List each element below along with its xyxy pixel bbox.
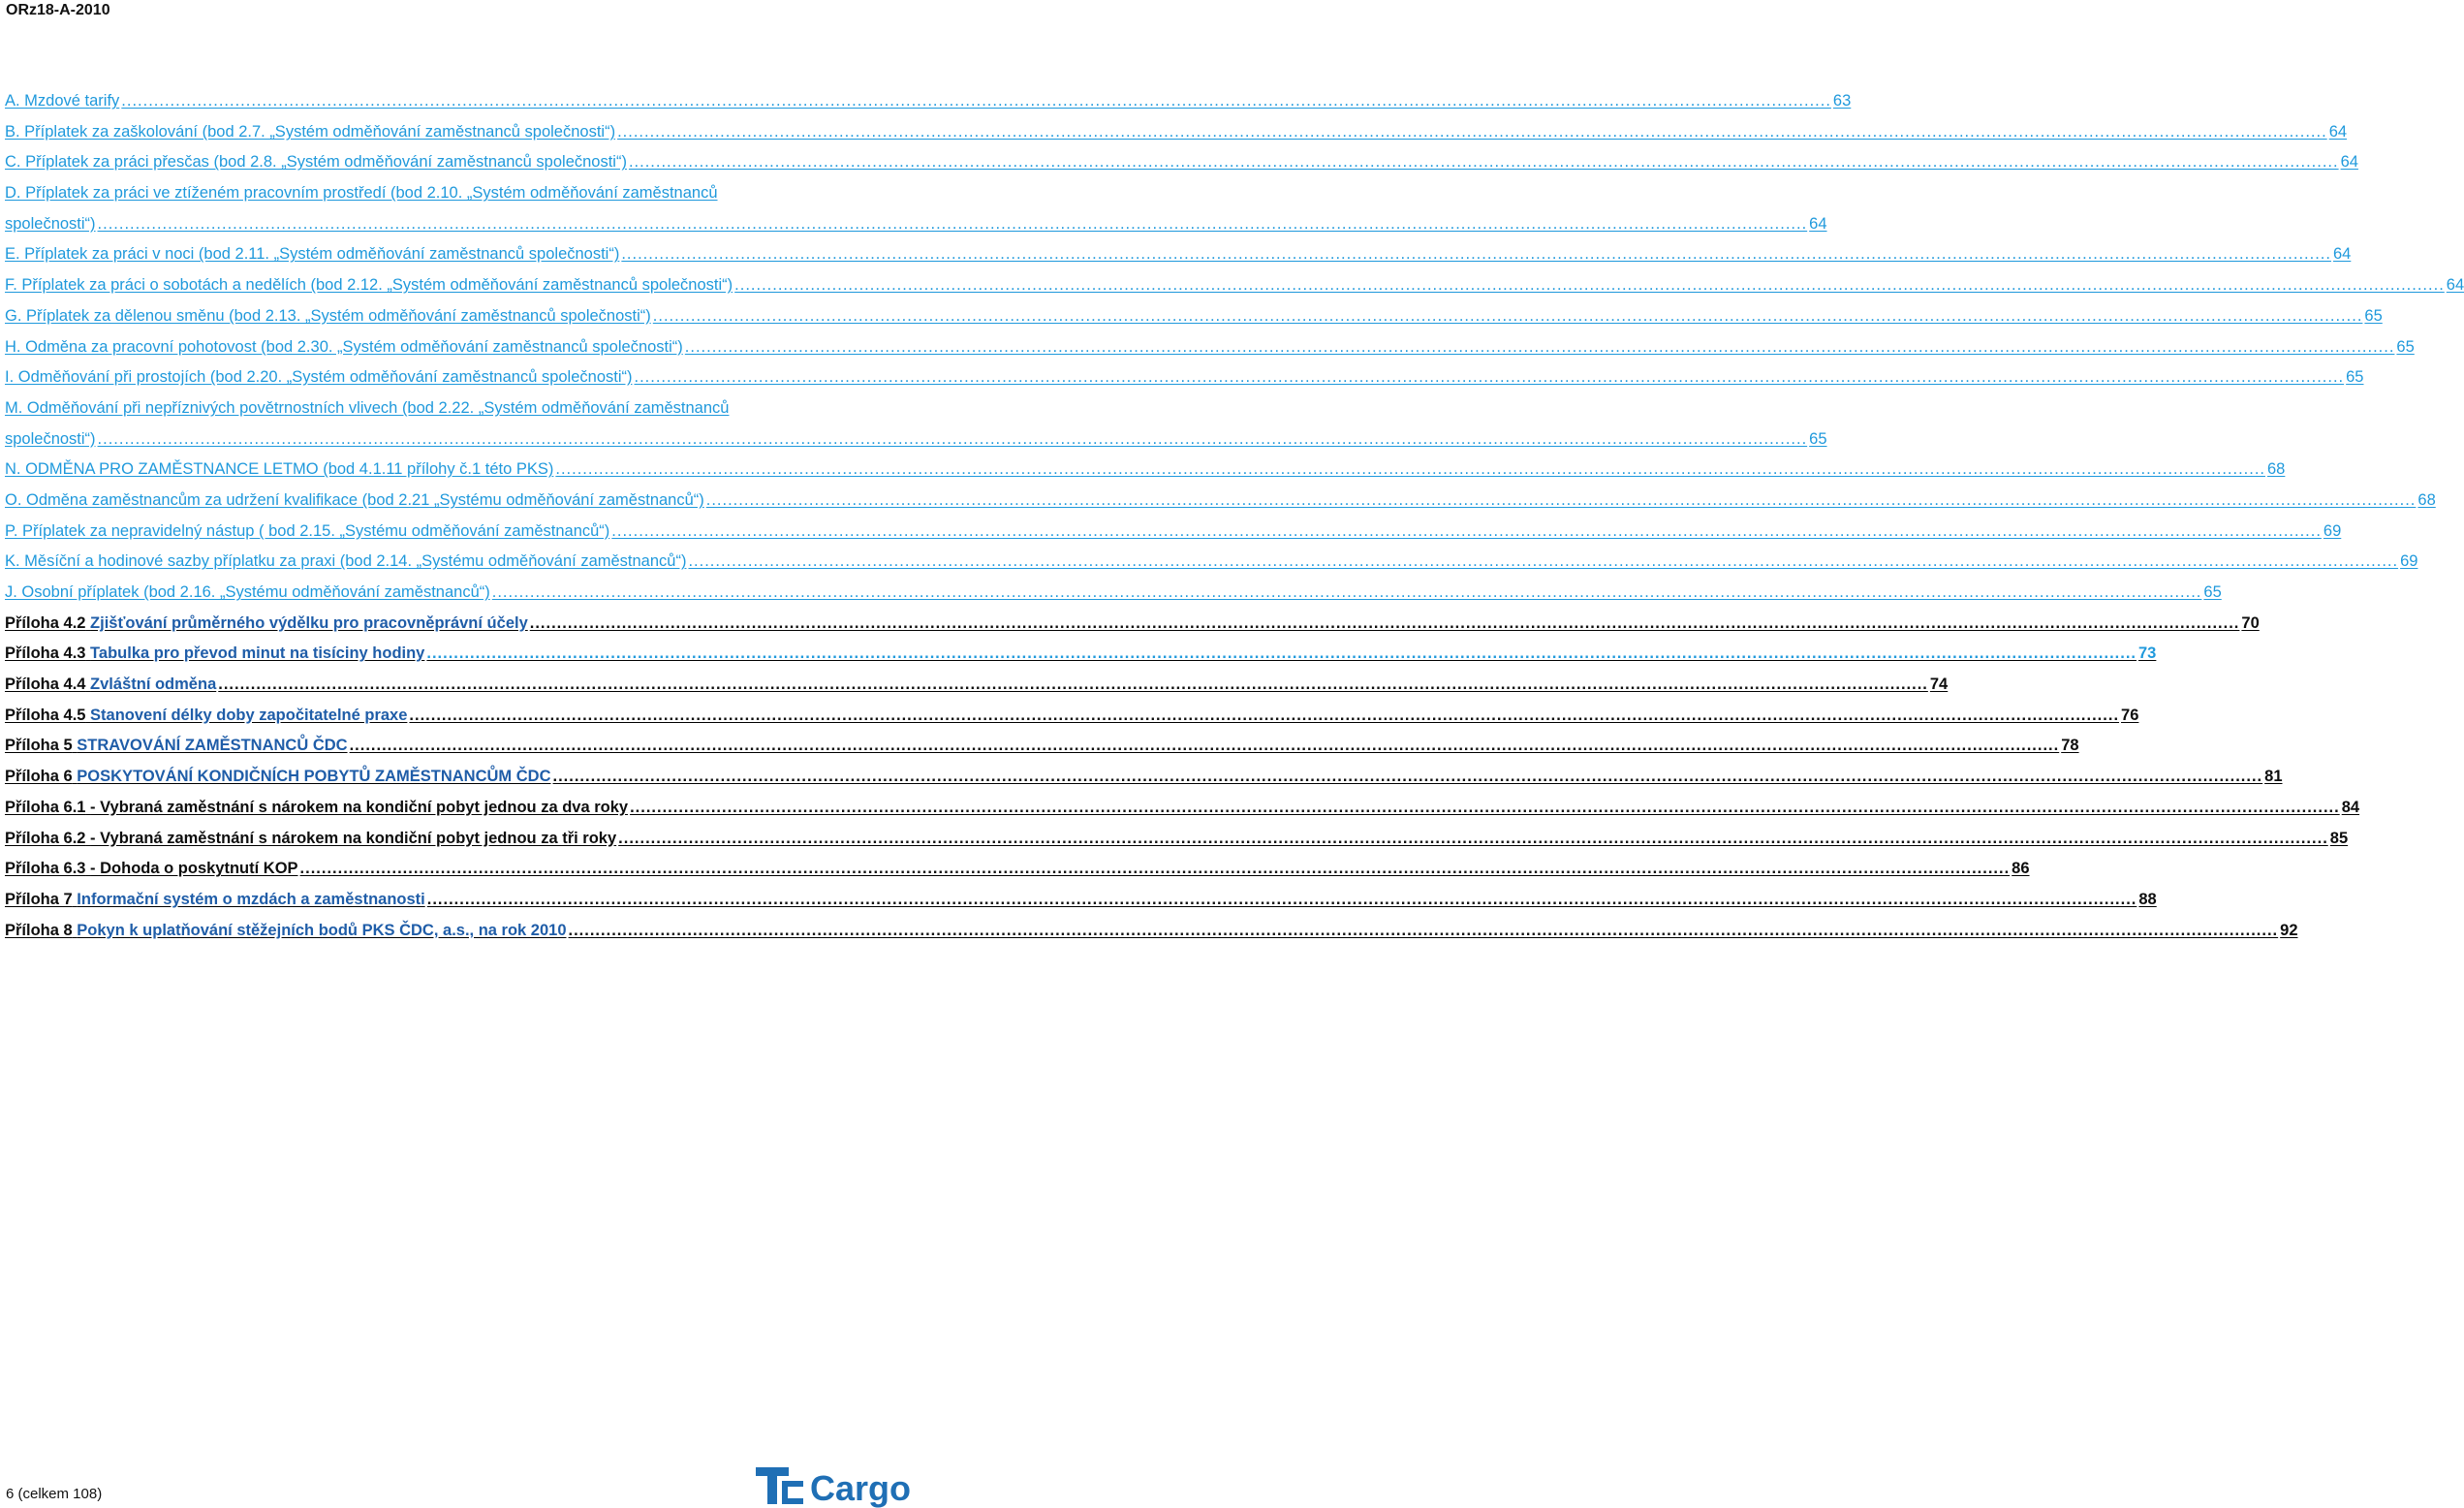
toc-entry-text: společnosti“) [5, 214, 96, 233]
dot-leader [121, 92, 1831, 110]
toc-entry[interactable] [5, 460, 2286, 491]
toc-entry[interactable] [5, 92, 1852, 123]
toc-entry[interactable] [5, 552, 2418, 583]
toc-entry-text: M. Odměňování při nepříznivých povětrnostních vlivech (bod 2.22. „Systém odměňování zaměstnanců [5, 398, 730, 417]
dot-leader [350, 737, 2060, 755]
toc-entry[interactable] [5, 368, 2364, 399]
annex-prefix: Příloha 4.4 [5, 675, 86, 694]
toc-entry-text: J. Osobní příplatek (bod 2.16. „Systému odměňování zaměstnanců“) [5, 583, 490, 601]
annex-page-number: 86 [2012, 860, 2030, 878]
toc-page-number: 65 [2364, 306, 2383, 325]
annex-title: - Vybraná zaměstnání s nárokem na kondiční pobyt jednou za tři roky [90, 829, 617, 847]
toc-page-number: 64 [2340, 153, 2358, 172]
annex-entry[interactable] [5, 675, 1949, 707]
annex-page-number: 73 [2138, 644, 2157, 663]
dot-leader [629, 153, 2339, 172]
annex-title: - Vybraná zaměstnání s nárokem na kondiční pobyt jednou za dva roky [90, 798, 629, 816]
toc-entry-text: K. Měsíční a hodinové sazby příplatku za praxi (bod 2.14. „Systému odměňování zaměstnanců“) [5, 552, 687, 571]
annex-title: Pokyn k uplatňování stěžejních bodů PKS ČDC, a.s., na rok 2010 [77, 921, 567, 939]
annex-page-number: 92 [2280, 921, 2298, 939]
dot-leader [530, 614, 2240, 633]
dot-leader [635, 368, 2345, 387]
annex-entry[interactable] [5, 829, 2349, 861]
annex-prefix: Příloha 6.2 [5, 829, 86, 847]
toc-entry-text: společnosti“) [5, 429, 96, 448]
dot-leader [618, 830, 2328, 848]
toc-entry-text: F. Příplatek za práci o sobotách a nedělích (bod 2.12. „Systém odměňování zaměstnanců společnosti“) [5, 276, 733, 295]
annex-prefix: Příloha 8 [5, 921, 73, 939]
annex-prefix: Příloha 6.3 [5, 860, 86, 878]
toc-entry[interactable] [5, 490, 2436, 522]
toc-page-number: 63 [1832, 92, 1852, 110]
toc-page-number: 68 [2267, 460, 2286, 479]
page-number-footer: 6 (celkem 108) [6, 1486, 103, 1502]
dot-leader [98, 215, 1808, 234]
toc-entry-text: P. Příplatek za nepravidelný nástup ( bod 2.15. „Systému odměňování zaměstnanců“) [5, 521, 610, 540]
toc-entry-text: D. Příplatek za práci ve ztíženém pracovním prostředí (bod 2.10. „Systém odměňování zaměstnanců [5, 184, 718, 203]
toc-page-number: 68 [2417, 490, 2436, 509]
annex-prefix: Příloha 4.3 [5, 644, 86, 663]
dot-leader [300, 860, 2011, 878]
dot-leader [688, 552, 2398, 571]
dot-leader [218, 675, 1928, 694]
annex-title: Tabulka pro převod minut na tisíciny hodiny [90, 644, 425, 663]
toc-entry-text: C. Příplatek za práci přesčas (bod 2.8. „Systém odměňování zaměstnanců společnosti“) [5, 153, 627, 172]
annex-entry[interactable] [5, 890, 2157, 922]
toc-entry[interactable] [5, 521, 2342, 553]
table-of-contents [5, 92, 2464, 952]
toc-entry[interactable] [5, 306, 2383, 338]
dot-leader [427, 891, 2137, 909]
annex-prefix: Příloha 4.5 [5, 706, 86, 724]
annex-title: Zvláštní odměna [90, 675, 217, 694]
toc-entry-text: G. Příplatek za dělenou směnu (bod 2.13. „Systém odměňování zaměstnanců společnosti“) [5, 306, 651, 325]
dot-leader [653, 307, 2363, 326]
annex-page-number: 70 [2241, 613, 2260, 632]
annex-title: Informační systém o mzdách a zaměstnanosti [77, 890, 425, 908]
toc-entry-text: A. Mzdové tarify [5, 92, 120, 110]
annex-page-number: 85 [2329, 829, 2349, 847]
annex-entry[interactable] [5, 644, 2157, 675]
toc-entry[interactable] [5, 276, 2464, 307]
toc-entry-text: I. Odměňování při prostojích (bod 2.20. „Systém odměňování zaměstnanců společnosti“) [5, 368, 633, 387]
dot-leader [611, 522, 2322, 541]
toc-page-number: 64 [1809, 214, 1827, 233]
annex-prefix: Příloha 6 [5, 768, 73, 786]
toc-entry[interactable] [5, 122, 2348, 154]
toc-entry[interactable] [5, 337, 2415, 369]
document-code: ORz18-A-2010 [6, 2, 110, 18]
annex-title: STRAVOVÁNÍ ZAMĚSTNANCŮ ČDC [77, 737, 348, 755]
annex-entry[interactable] [5, 706, 2139, 738]
annex-title: Zjišťování průměrného výdělku pro pracovněprávní účely [90, 613, 528, 632]
dot-leader [426, 644, 2137, 663]
toc-page-number: 69 [2323, 521, 2342, 540]
annex-page-number: 88 [2138, 890, 2157, 908]
dot-leader [569, 922, 2279, 940]
annex-page-number: 78 [2061, 737, 2079, 755]
toc-page-number: 64 [2332, 245, 2352, 264]
toc-page-number: 65 [2346, 368, 2364, 387]
toc-entry-continuation[interactable] [5, 214, 1827, 246]
toc-entry[interactable] [5, 399, 923, 430]
dot-leader [555, 460, 2265, 479]
annex-entry[interactable] [5, 613, 2260, 645]
annex-page-number: 74 [1929, 675, 1949, 694]
toc-page-number: 65 [2396, 337, 2415, 356]
dot-leader [621, 245, 2331, 264]
dot-leader [492, 583, 2202, 602]
annex-entry[interactable] [5, 737, 2079, 768]
annex-title: Stanovení délky doby započitatelné praxe [90, 706, 408, 724]
annex-page-number: 81 [2264, 768, 2283, 786]
toc-entry-text: H. Odměna za pracovní pohotovost (bod 2.30. „Systém odměňování zaměstnanců společnosti“) [5, 337, 683, 356]
dot-leader [706, 491, 2417, 510]
logo-text: Cargo [810, 1468, 912, 1508]
toc-entry[interactable] [5, 583, 2222, 614]
toc-page-number: 65 [1809, 429, 1827, 448]
toc-entry-text: O. Odměna zaměstnancům za udržení kvalifikace (bod 2.21 „Systému odměňování zaměstnanců“) [5, 490, 704, 509]
toc-entry[interactable] [5, 245, 2352, 276]
annex-title: - Dohoda o poskytnutí KOP [90, 860, 298, 878]
annex-entry[interactable] [5, 921, 2298, 953]
toc-entry-text: B. Příplatek za zaškolování (bod 2.7. „Systém odměňování zaměstnanců společnosti“) [5, 122, 616, 141]
toc-page-number: 69 [2400, 552, 2418, 571]
dot-leader [630, 799, 2340, 817]
annex-entry[interactable] [5, 860, 2030, 891]
annex-entry[interactable] [5, 768, 2283, 799]
toc-page-number: 65 [2203, 583, 2222, 601]
annex-prefix: Příloha 4.2 [5, 613, 86, 632]
annex-page-number: 84 [2341, 798, 2360, 816]
toc-entry-text: E. Příplatek za práci v noci (bod 2.11. „Systém odměňování zaměstnanců společnosti“) [5, 245, 620, 264]
annex-page-number: 76 [2121, 706, 2139, 724]
toc-entry-continuation[interactable] [5, 429, 1827, 461]
dot-leader [409, 707, 2119, 725]
toc-entry-text: N. ODMĚNA PRO ZAMĚSTNANCE LETMO (bod 4.1.11 přílohy č.1 této PKS) [5, 460, 554, 479]
toc-page-number: 64 [2446, 276, 2464, 295]
cargo-logo [756, 1465, 925, 1506]
toc-entry[interactable] [5, 184, 923, 215]
dot-leader [98, 430, 1808, 449]
annex-prefix: Příloha 7 [5, 890, 73, 908]
annex-prefix: Příloha 5 [5, 737, 73, 755]
dot-leader [685, 338, 2395, 357]
dot-leader [553, 768, 2263, 786]
toc-entry[interactable] [5, 153, 2358, 184]
toc-page-number: 64 [2328, 122, 2348, 141]
annex-title: POSKYTOVÁNÍ KONDIČNÍCH POBYTŮ ZAMĚSTNANCŮM ČDC [77, 768, 551, 786]
annex-prefix: Příloha 6.1 [5, 798, 86, 816]
annex-entry[interactable] [5, 798, 2360, 830]
dot-leader [617, 123, 2327, 141]
dot-leader [734, 276, 2445, 295]
